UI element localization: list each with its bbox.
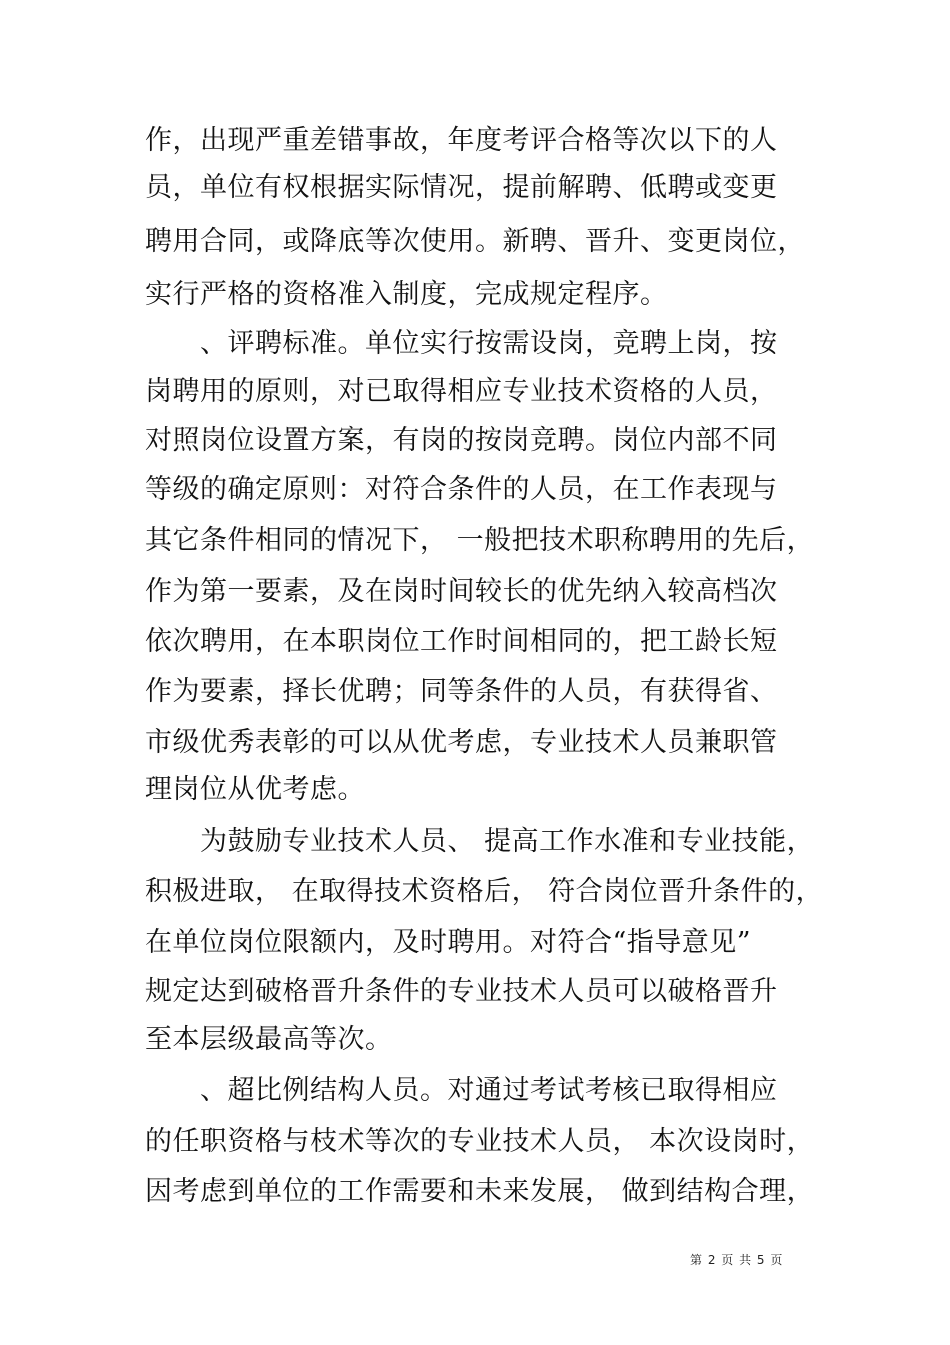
text-line-21: 的任职资格与枝术等次的专业技术人员， 本次设岗时， <box>145 1126 815 1157</box>
text-line-14: 理岗位从优考虑。 <box>145 774 365 805</box>
text-line-13: 市级优秀表彰的可以从优考虑，专业技术人员兼职管 <box>145 727 778 758</box>
text-line-9: 其它条件相同的情况下， 一般把技术职称聘用的先后， <box>145 525 815 556</box>
text-line-4: 实行严格的资格准入制度，完成规定程序。 <box>145 279 668 310</box>
paragraph-encourage: 为鼓励专业技术人员、 提高工作水准和专业技能， <box>200 826 815 857</box>
text-line-7: 对照岗位设置方案，有岗的按岗竞聘。岗位内部不同 <box>145 425 778 456</box>
text-line-3: 聘用合同，或降底等次使用。新聘、晋升、变更岗位， <box>145 226 805 257</box>
text-line-17: 在单位岗位限额内，及时聘用。对符合“指导意见” <box>145 927 752 958</box>
text-line-10: 作为第一要素，及在岗时间较长的优先纳入较高档次 <box>145 576 778 607</box>
text-line-11: 依次聘用，在本职岗位工作时间相同的，把工龄长短 <box>145 626 778 657</box>
text-line-12: 作为要素，择长优聘；同等条件的人员，有获得省、 <box>145 676 778 707</box>
text-line-2: 员，单位有权根据实际情况，提前解聘、低聘或变更 <box>145 172 778 203</box>
text-line-22: 因考虑到单位的工作需要和未来发展， 做到结构合理， <box>145 1176 815 1207</box>
paragraph-evaluation-standard: 、评聘标准。单位实行按需设岗，竞聘上岗，按 <box>200 328 778 359</box>
text-line-18: 规定达到破格晋升条件的专业技术人员可以破格晋升 <box>145 976 778 1007</box>
text-line-8: 等级的确定原则：对符合条件的人员，在工作表现与 <box>145 474 778 505</box>
text-line-1: 作，出现严重差错事故，年度考评合格等次以下的人 <box>145 125 778 156</box>
text-line-16: 积极进取， 在取得技术资格后， 符合岗位晋升条件的， <box>145 876 824 907</box>
page-number-footer: 第 2 页 共 5 页 <box>690 1253 784 1267</box>
text-line-19: 至本层级最高等次。 <box>145 1024 393 1055</box>
paragraph-over-ratio: 、超比例结构人员。对通过考试考核已取得相应 <box>200 1075 778 1106</box>
text-line-6: 岗聘用的原则，对已取得相应专业技术资格的人员， <box>145 376 778 407</box>
